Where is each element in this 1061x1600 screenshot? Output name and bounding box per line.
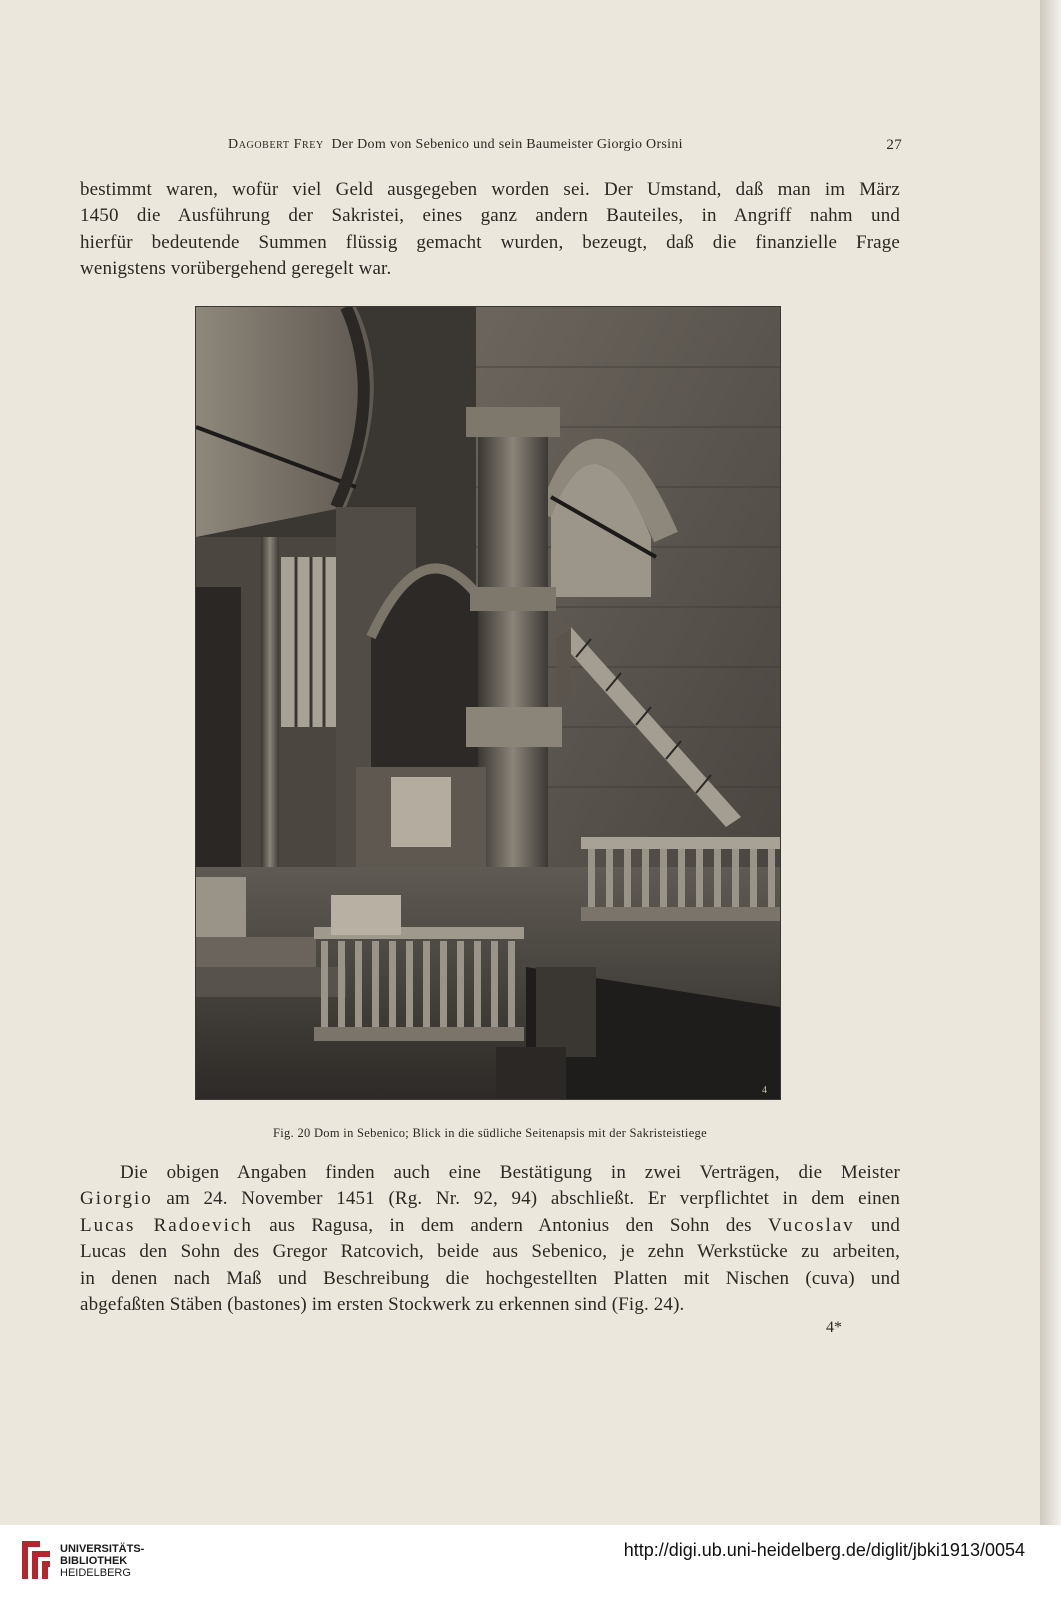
plate-mark: 4 bbox=[762, 1085, 767, 1096]
page-number: 27 bbox=[886, 137, 902, 153]
paragraph-line: hierfür bedeutende Summen flüssig gemacht wurden, bezeugt, daß die finanzielle Frage bbox=[80, 231, 900, 253]
running-head-title: Der Dom von Sebenico und sein Baumeister Giorgio Orsini bbox=[331, 137, 683, 152]
library-name bbox=[60, 1543, 144, 1579]
line-text: am 24. November 1451 (Rg. Nr. 92, 94) abschließt. Er verpflichtet in dem einen bbox=[152, 1188, 900, 1210]
footer-bar bbox=[0, 1525, 1061, 1600]
figure-photograph bbox=[195, 306, 781, 1100]
paragraph-line: Die obigen Angaben finden auch eine Bestätigung in zwei Verträgen, die Meister bbox=[120, 1162, 900, 1183]
running-head-author: Dagobert Frey bbox=[228, 137, 324, 152]
source-url-link[interactable]: http://digi.ub.uni-heidelberg.de/diglit/jbki1913/0054 bbox=[623, 1540, 1025, 1560]
paragraph-line: abgefaßten Stäben (bastones) im ersten Stockwerk zu erkennen sind (Fig. 24). bbox=[80, 1294, 685, 1316]
person-name: Vucoslav bbox=[768, 1214, 855, 1236]
paragraph-line bbox=[80, 1186, 900, 1212]
page-edge bbox=[1040, 0, 1061, 1525]
person-name: Giorgio bbox=[80, 1188, 153, 1210]
line-text: aus Ragusa, in dem andern Antonius den Sohn des bbox=[252, 1214, 769, 1236]
paragraph-2 bbox=[80, 1160, 900, 1318]
library-name-line: BIBLIOTHEK bbox=[60, 1555, 128, 1567]
paragraph-line: Lucas den Sohn des Gregor Ratcovich, beide aus Sebenico, je zehn Werkstücke zu arbeiten, bbox=[80, 1241, 900, 1263]
paragraph-line: in denen nach Maß und Beschreibung die hochgestellten Platten mit Nischen (cuva) und bbox=[80, 1267, 900, 1289]
paragraph-line: 1450 die Ausführung der Sakristei, eines ganz andern Bauteiles, in Angriff nahm und bbox=[80, 205, 900, 227]
signature-mark: 4* bbox=[826, 1319, 842, 1336]
running-head-text bbox=[228, 137, 683, 153]
paragraph-line: wenigstens vorübergehend geregelt war. bbox=[80, 258, 392, 280]
paragraph-1 bbox=[80, 177, 900, 283]
paragraph-line bbox=[80, 1213, 900, 1239]
line-text: und bbox=[854, 1214, 900, 1236]
figure-caption: Fig. 20 Dom in Sebenico; Blick in die südliche Seitenapsis mit der Sakristeistiege bbox=[273, 1126, 707, 1140]
library-name-line: HEIDELBERG bbox=[60, 1567, 131, 1579]
paragraph-line: bestimmt waren, wofür viel Geld ausgegeben worden sei. Der Umstand, daß man im März bbox=[80, 179, 900, 200]
library-name-line: UNIVERSITÄTS- bbox=[60, 1543, 145, 1555]
running-head bbox=[80, 137, 902, 157]
cathedral-interior-illustration bbox=[196, 307, 780, 1099]
person-name: Lucas Radoevich bbox=[80, 1214, 253, 1236]
library-logo-icon bbox=[18, 1537, 54, 1583]
